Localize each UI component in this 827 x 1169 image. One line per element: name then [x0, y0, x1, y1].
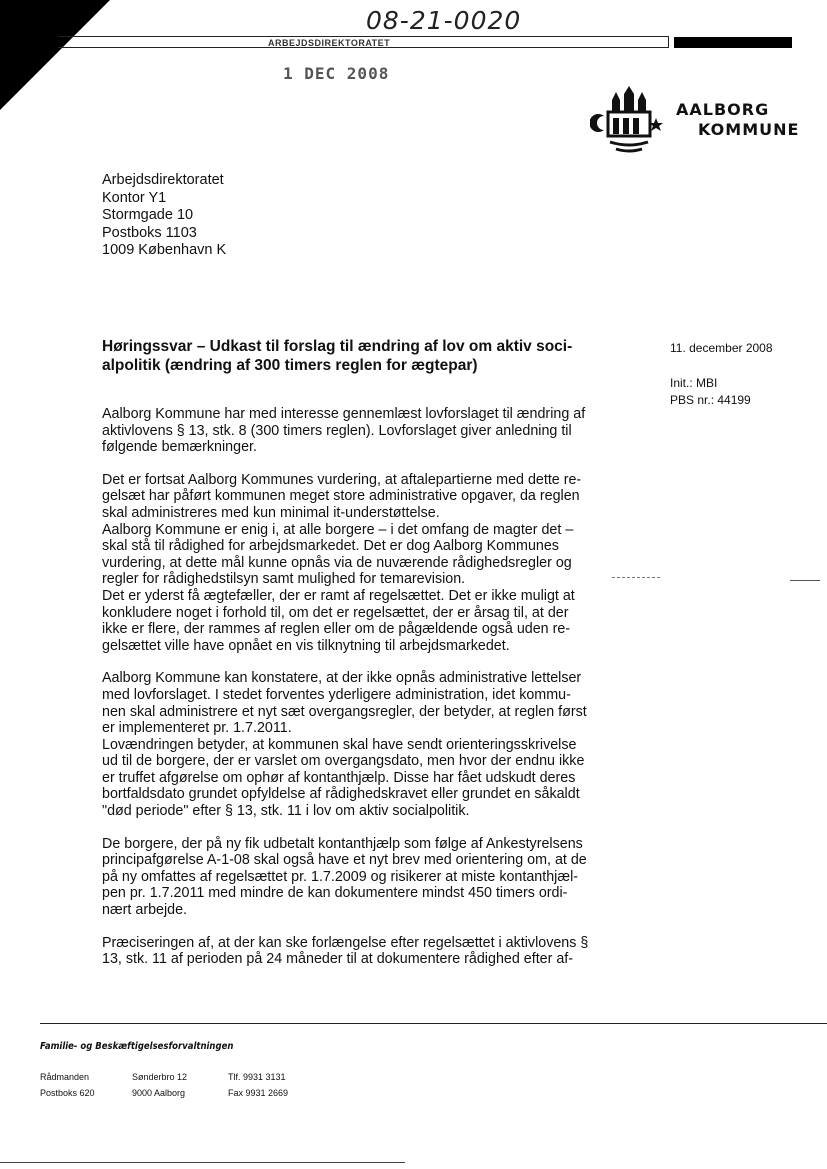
footer-phone-column: [228, 1069, 288, 1101]
received-stamp-date: 1 DEC 2008: [283, 64, 390, 83]
body-line: med lovforslaget. I stedet forventes yderligere administration, idet kommu-: [102, 686, 571, 703]
municipality-name: [676, 100, 799, 140]
recipient-line: Stormgade 10: [102, 207, 194, 223]
footer-line: Sønderbro 12: [132, 1072, 188, 1082]
body-paragraph-2: [102, 472, 632, 655]
body-line: gelsæt har påført kommunen meget store administrative opgaver, da reglen: [102, 488, 580, 505]
letter-body: [102, 406, 632, 984]
subject-line: alpolitik (ændring af 300 timers reglen for ægtepar): [102, 357, 478, 374]
body-line: principafgørelse A-1-08 skal også have et nyt brev med orientering om, at de: [102, 852, 587, 869]
body-paragraph-1: [102, 406, 632, 456]
recipient-line: Arbejdsdirektoratet: [102, 172, 224, 188]
body-paragraph-5: [102, 935, 632, 968]
body-line: Aalborg Kommune kan konstatere, at der ikke opnås administrative lettelser: [102, 670, 582, 687]
scan-artifact-dashes: [612, 577, 660, 578]
letter-pbs-number: PBS nr.: 44199: [670, 393, 751, 407]
footer-street-column: [132, 1069, 187, 1101]
recipient-address: [102, 172, 226, 260]
fold-mark: [790, 580, 820, 581]
body-line: Det er yderst få ægtefæller, der er ramt af regelsættet. Det er ikke muligt at: [102, 587, 575, 604]
subject-line: Høringssvar – Udkast til forslag til ændring af lov om aktiv soci-: [102, 338, 573, 355]
letter-subject: [102, 337, 622, 375]
body-line: Præciseringen af, at der kan ske forlængelse efter regelsættet i aktivlovens §: [102, 934, 589, 951]
scan-corner-mark: [0, 0, 110, 110]
body-line: skal stå til rådighed for arbejdsmarkedet. Det er dog Aalborg Kommunes: [102, 538, 559, 555]
body-line: gelsættet ville have opnået en vis tilknytning til arbejdsmarkedet.: [102, 637, 510, 654]
body-line: pen pr. 1.7.2011 med mindre de kan dokumentere mindst 450 timers ordi-: [102, 885, 568, 902]
body-line: 13, stk. 11 af perioden på 24 måneder til at dokumentere rådighed efter af-: [102, 951, 574, 968]
aalborg-coat-of-arms-icon: [590, 86, 670, 156]
scan-bottom-edge: [0, 1162, 405, 1163]
footer-line: Postboks 620: [40, 1088, 95, 1098]
body-line: vurdering, at dette mål kunne opnås via de nuværende rådighedsregler og: [102, 554, 572, 571]
received-stamp-bar: [674, 37, 792, 48]
footer-line: 9000 Aalborg: [132, 1088, 186, 1098]
body-line: Aalborg Kommune har med interesse gennemlæst lovforslaget til ændring af: [102, 406, 586, 422]
letter-meta: [670, 340, 773, 409]
footer-address-column: [40, 1069, 95, 1101]
recipient-line: Postboks 1103: [102, 224, 197, 241]
body-line: Lovændringen betyder, at kommunen skal have sendt orienteringsskrivelse: [102, 736, 577, 753]
body-paragraph-4: [102, 836, 632, 919]
body-line: De borgere, der på ny fik udbetalt kontanthjælp som følge af Ankestyrelsens: [102, 835, 583, 852]
body-line: regler for rådighedstilsyn samt mulighed for temarevision.: [102, 571, 466, 588]
footer-department: Familie- og Beskæftigelsesforvaltningen: [40, 1041, 234, 1052]
body-line: aktivlovens § 13, stk. 8 (300 timers reglen). Lovforslaget giver anledning til: [102, 422, 572, 439]
body-line: ud til de borgere, der er varslet om overgangsdato, men hvor der endnu ikke: [102, 753, 585, 770]
body-line: følgende bemærkninger.: [102, 439, 257, 456]
body-line: nen skal administrere et nyt sæt overgangsregler, der betyder, at reglen først: [102, 703, 587, 720]
body-line: nært arbejde.: [102, 902, 188, 919]
body-paragraph-3: [102, 670, 632, 819]
letter-date: 11. december 2008: [670, 341, 773, 355]
body-line: konkludere noget i forhold til, om det er regelsættet, der er årsag til, at der: [102, 604, 569, 621]
received-stamp-agency: ARBEJDSDIREKTORATET: [268, 38, 391, 48]
municipality-name-line2: KOMMUNE: [698, 120, 800, 139]
body-line: Det er fortsat Aalborg Kommunes vurdering, at aftalepartierne med dette re-: [102, 471, 582, 488]
footer-divider: [40, 1023, 827, 1024]
footer-line: Fax 9931 2669: [228, 1088, 289, 1098]
recipient-line: Kontor Y1: [102, 189, 167, 206]
body-line: "død periode" efter § 13, stk. 11 i lov om aktiv socialpolitik.: [102, 803, 470, 820]
body-line: er truffet afgørelse om ophør af kontanthjælp. Disse har fået udskudt deres: [102, 769, 576, 786]
body-line: skal administreres med kun minimal it-understøttelse.: [102, 504, 440, 521]
recipient-line: 1009 København K: [102, 242, 227, 258]
body-line: på ny omfattes af regelsættet pr. 1.7.2009 og risikerer at miste kontanthjæl-: [102, 868, 579, 885]
footer-line: Rådmanden: [40, 1072, 90, 1082]
letter-initials: Init.: MBI: [670, 376, 718, 390]
municipality-name-line1: AALBORG: [676, 100, 770, 119]
handwritten-reference: 08-21-0020: [366, 6, 522, 35]
body-line: bortfaldsdato grundet opfyldelse af rådighedskravet eller grundet en såkaldt: [102, 786, 580, 803]
footer-line: Tlf. 9931 3131: [228, 1072, 286, 1082]
body-line: er implementeret pr. 1.7.2011.: [102, 720, 292, 737]
body-line: Aalborg Kommune er enig i, at alle borgere – i det omfang de magter det –: [102, 521, 574, 538]
body-line: ikke er flere, der rammes af reglen eller om de pågældende også uden re-: [102, 621, 571, 638]
